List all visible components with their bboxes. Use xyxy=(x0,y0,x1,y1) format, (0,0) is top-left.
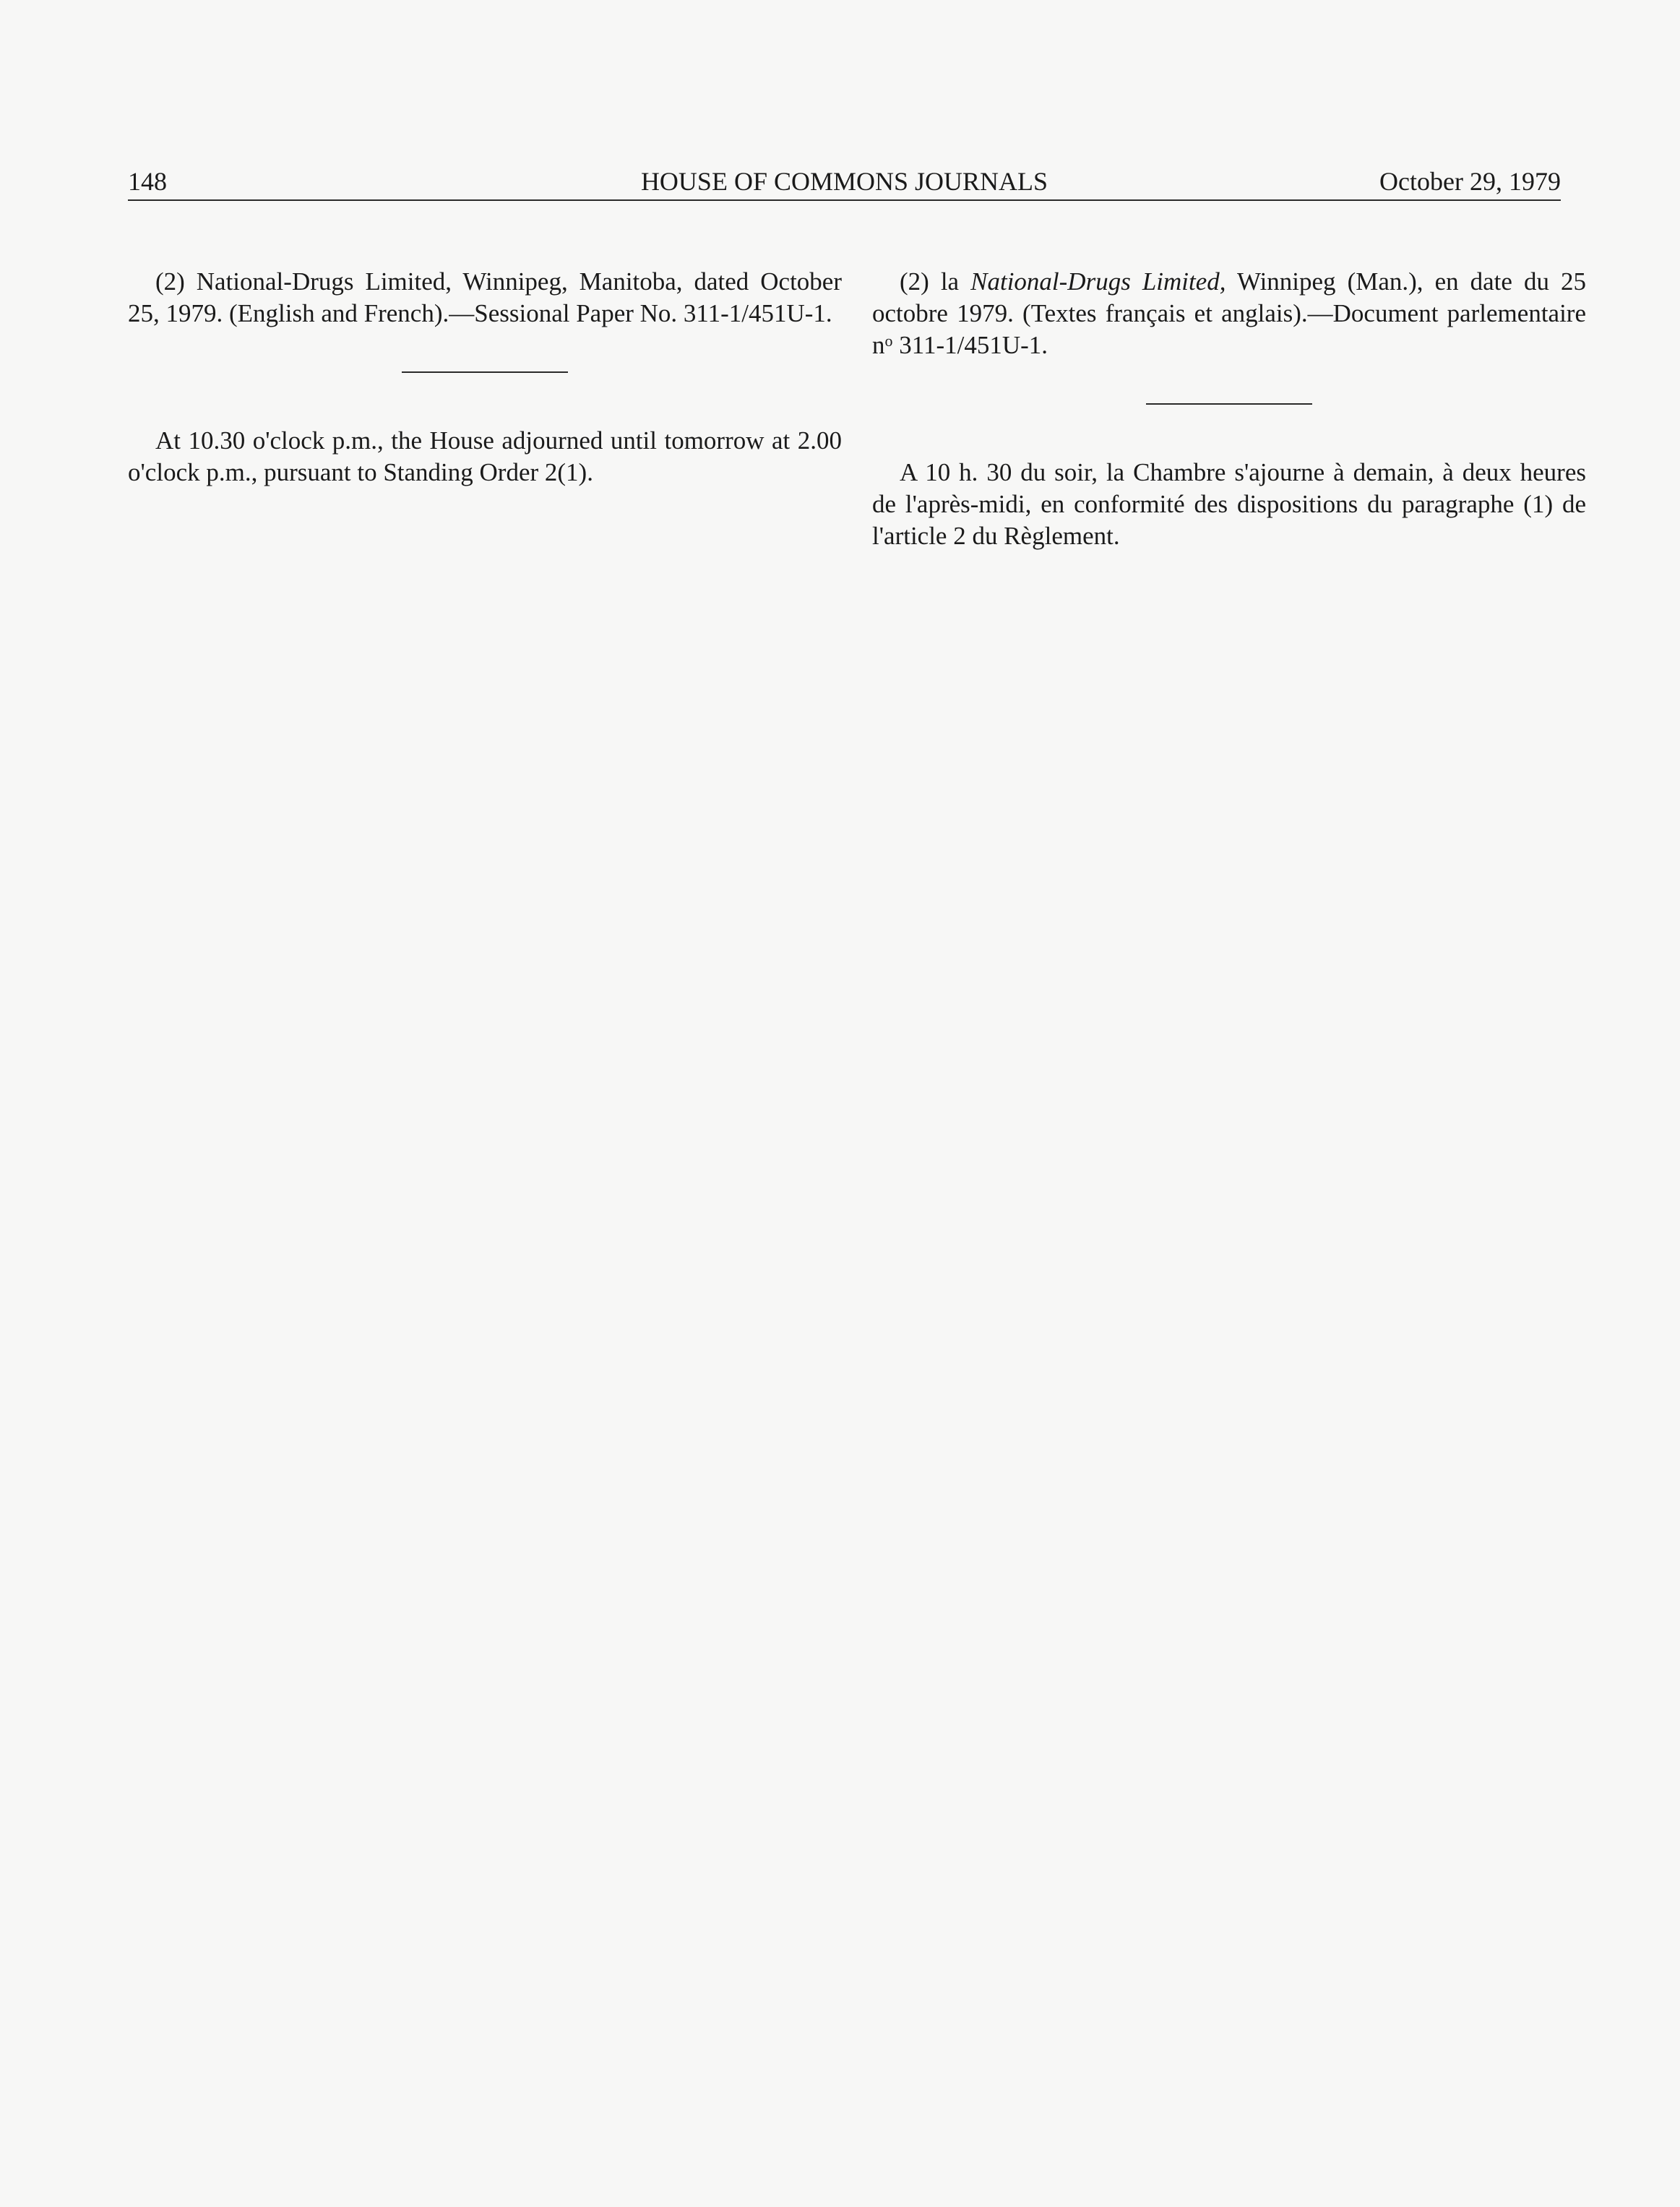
journal-title: HOUSE OF COMMONS JOURNALS xyxy=(640,167,1048,196)
english-paper-item: (2) National-Drugs Limited, Winnipeg, Manitoba, dated October 25, 1979. (English and French).—Sessional Paper No. 311-1/451U-1. xyxy=(128,267,842,327)
french-company-name: National-Drugs Limited, xyxy=(970,267,1226,296)
french-adjournment: A 10 h. 30 du soir, la Chambre s'ajourne à demain, à deux heures de l'après-midi, en conformité des dispositions du paragraphe (1) de l'article 2 du Règlement. xyxy=(872,458,1586,550)
french-item-prefix: (2) la xyxy=(900,267,971,296)
header-rule xyxy=(128,199,1561,201)
french-paper-item xyxy=(872,266,1586,361)
french-column xyxy=(872,266,1586,552)
english-adjournment: At 10.30 o'clock p.m., the House adjourned until tomorrow at 2.00 o'clock p.m., pursuant to Standing Order 2(1). xyxy=(128,426,842,486)
french-ordinal-superscript: o xyxy=(884,332,893,350)
french-separator-rule xyxy=(1146,403,1312,405)
french-item-suffix: 311-1/451U-1. xyxy=(892,331,1048,359)
english-separator-rule xyxy=(402,371,568,373)
journal-date: October 29, 1979 xyxy=(1379,167,1561,196)
page-number: 148 xyxy=(128,167,167,196)
english-column xyxy=(128,266,842,489)
running-head xyxy=(128,163,1561,199)
french-item-middle: Winnipeg (Man.), en date du 25 octobre 1979. (Textes français et anglais).—Document parlementaire n xyxy=(872,267,1586,359)
